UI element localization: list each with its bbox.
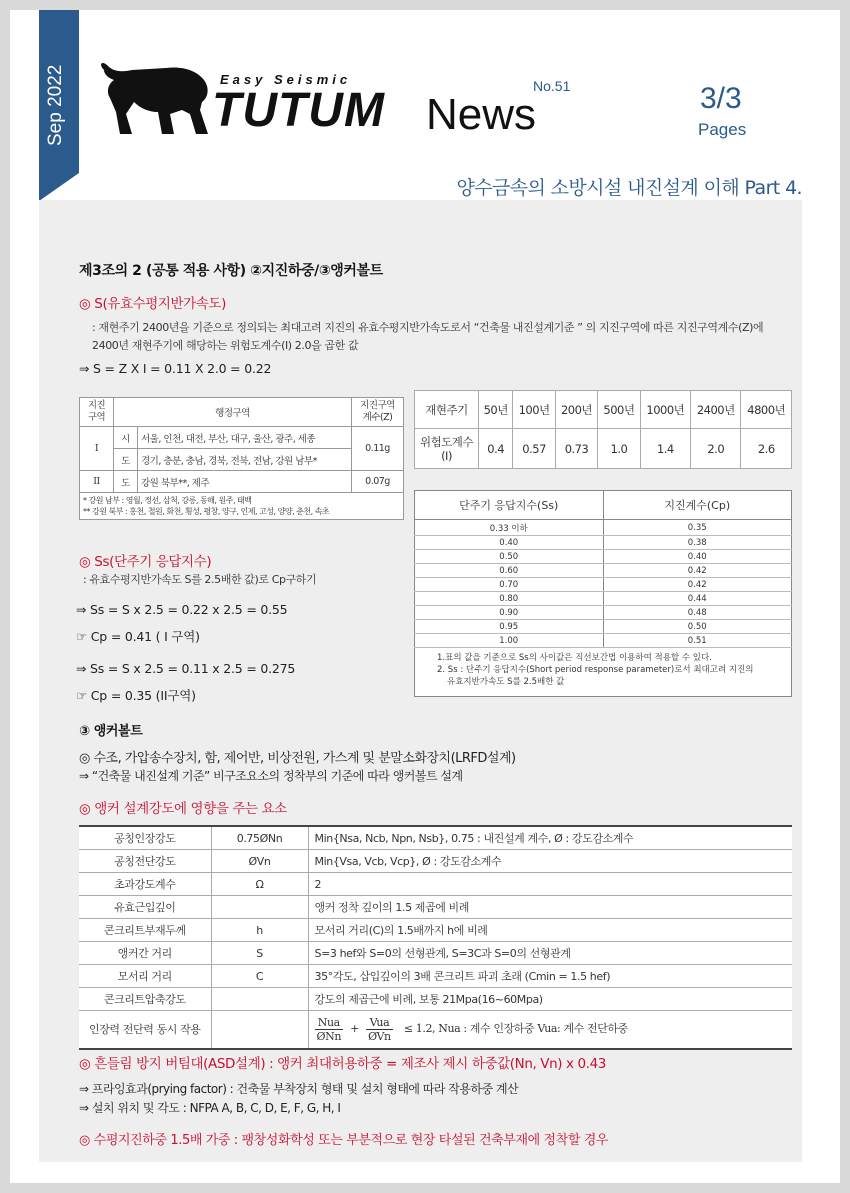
plus-sign: +: [350, 1022, 359, 1036]
anchor-factors-heading: ◎ 앵커 설계강도에 영향을 주는 요소: [79, 801, 287, 817]
factor-desc: S=3 hef와 S=0의 선형관계, S=3C과 S=0의 선형관계: [308, 942, 792, 965]
date-ribbon: [39, 10, 79, 200]
asd-heading: ◎ 흔들림 방지 버팀대(ASD설계) : 앵커 최대허용하중 = 제조사 제시 하중값(Nn, Vn) x 0.43: [79, 1056, 606, 1072]
factor-desc: 35°각도, 삽입깊이의 3배 콘크리트 파괴 초래 (Cmin = 1.5 hef): [308, 965, 792, 988]
table-row: [79, 919, 792, 942]
factor-name: 공칭전단강도: [79, 850, 211, 873]
cp-cell: 0.44: [603, 592, 792, 606]
factor-symbol: ØVn: [211, 850, 308, 873]
bull-logo-icon: [96, 58, 216, 138]
table-row: [79, 850, 792, 873]
zone-1: I: [80, 427, 114, 471]
zone-note-1: * 강원 남부 : 영월, 정선, 삼척, 강릉, 동해, 원주, 태백: [83, 496, 252, 505]
cp-cell: 0.40: [603, 550, 792, 564]
issue-date: Sep 2022: [45, 64, 66, 146]
region-header: 행정구역: [114, 398, 352, 427]
factor-name: 모서리 거리: [79, 965, 211, 988]
ss-cell: 0.95: [415, 620, 604, 634]
cp-cell: 0.38: [603, 536, 792, 550]
factor-name: 공칭인장강도: [79, 826, 211, 850]
table-row: [79, 873, 792, 896]
ss-notes: [415, 648, 792, 697]
page-label: Pages: [698, 120, 747, 139]
news-title: News: [426, 90, 537, 139]
zone-note-2: ** 강원 북부 : 홍천, 철원, 화천, 횡성, 평창, 양구, 인제, 고성, 양양, 춘천, 속초: [83, 507, 330, 516]
ss-cell: 0.33 이하: [415, 520, 604, 536]
zone-1-si: 시: [114, 427, 138, 449]
period-cell: 1000년: [640, 391, 690, 429]
factor-cell: 0.4: [479, 429, 513, 469]
ss-cell: 0.50: [415, 550, 604, 564]
cp-cell: 0.42: [603, 564, 792, 578]
zone-1-do-list: 경기, 충분, 충남, 경북, 전북, 전남, 강원 남부*: [138, 449, 352, 471]
factor-name: 앵커간 거리: [79, 942, 211, 965]
ss-cell: 1.00: [415, 634, 604, 648]
table-row: [79, 942, 792, 965]
period-cell: 50년: [479, 391, 513, 429]
zone-1-si-list: 서울, 인천, 대전, 부산, 대구, 울산, 광주, 세종: [138, 427, 352, 449]
table-row: [79, 965, 792, 988]
article-subtitle: 양수금속의 소방시설 내진설계 이해 Part 4.: [456, 177, 802, 199]
factor-name: 유효근입깊이: [79, 896, 211, 919]
combined-rest: ≤ 1.2, Nua : 계수 인장하중 Vua: 계수 전단하중: [403, 1022, 628, 1036]
ss-cell: 0.60: [415, 564, 604, 578]
frac-num: Nua: [315, 1016, 344, 1030]
issue-number: No.51: [533, 78, 571, 94]
zone-2-value: 0.07g: [352, 471, 404, 493]
zone-header: 지진 구역: [80, 398, 114, 427]
table-row: [79, 826, 792, 850]
zone-1-do: 도: [114, 449, 138, 471]
section-title: 제3조의 2 (공통 적용 사항) ②지진하중/③앵커볼트: [79, 263, 383, 279]
zone-table: [79, 397, 404, 520]
cp-cell: 0.51: [603, 634, 792, 648]
factor-name: 콘크리트압축강도: [79, 988, 211, 1011]
zone-2-do-list: 강원 북부**, 제주: [138, 471, 352, 493]
anchor-line-1: ◎ 수조, 가압송수장치, 함, 제어반, 비상전원, 가스계 및 분말소화장치(LRFD설계): [79, 751, 516, 766]
factor-name: 초과강도계수: [79, 873, 211, 896]
factor-desc: 2: [308, 873, 792, 896]
zone-notes: [80, 493, 404, 520]
zone-1-value: 0.11g: [352, 427, 404, 471]
ss-note-1: 1.표의 값을 기준으로 Ss의 사이값은 직선보간법 이용하여 적용할 수 있다.: [437, 653, 712, 663]
table-row: [79, 1011, 792, 1049]
factor-symbol: [211, 1011, 308, 1049]
combined-formula: [308, 1011, 792, 1049]
ss-cell: 0.40: [415, 536, 604, 550]
factor-symbol: C: [211, 965, 308, 988]
cp-header: 지진계수(Cp): [603, 491, 792, 520]
cp-result-2: ☞ Cp = 0.35 (II구역): [76, 688, 196, 703]
prying-line: ⇒ 프라잉효과(prying factor) : 건축물 부착장치 형태 및 설치 형태에 따라 작용하중 계산: [79, 1082, 519, 1096]
ss-note-2: 2. Ss : 단주기 응답지수(Short period response parameter)로서 최대고려 지진의: [437, 665, 754, 675]
zone-2-do: 도: [114, 471, 138, 493]
page-number: 3/3: [700, 82, 742, 115]
frac-den: ØNn: [316, 1029, 342, 1043]
table-row: [79, 988, 792, 1011]
factor-symbol: Ω: [211, 873, 308, 896]
table-row: [79, 896, 792, 919]
factor-desc: Min{Vsa, Vcb, Vcp}, Ø : 강도감소계수: [308, 850, 792, 873]
factor-symbol: h: [211, 919, 308, 942]
period-cell: 100년: [513, 391, 555, 429]
coef-header: 지진구역 계수(Z): [352, 398, 404, 427]
cp-cell: 0.48: [603, 606, 792, 620]
ss-cell: 0.90: [415, 606, 604, 620]
cp-result-1: ☞ Cp = 0.41 ( I 구역): [76, 629, 200, 644]
ss-cell: 0.80: [415, 592, 604, 606]
factor-cell: 0.57: [513, 429, 555, 469]
brand-tagline: Easy Seismic: [220, 72, 352, 87]
frac-num: Vua: [366, 1016, 393, 1030]
period-cell: 2400년: [691, 391, 741, 429]
factor-cell: 0.73: [555, 429, 597, 469]
cp-cell: 0.50: [603, 620, 792, 634]
ss-header: 단주기 응답지수(Ss): [415, 491, 604, 520]
factor-symbol: 0.75ØNn: [211, 826, 308, 850]
ss-formula-2: ⇒ Ss = S x 2.5 = 0.11 x 2.5 = 0.275: [76, 661, 296, 676]
factor-desc: Min{Nsa, Ncb, Npn, Nsb}, 0.75 : 내진설계 계수, Ø : 강도감소계수: [308, 826, 792, 850]
factor-name: 인장력 전단력 동시 작용: [79, 1011, 211, 1049]
return-period-label: 재현주기: [415, 391, 479, 429]
ss-formula-1: ⇒ Ss = S x 2.5 = 0.22 x 2.5 = 0.55: [76, 602, 288, 617]
s-desc-1: : 재현주기 2400년을 기준으로 정의되는 최대고려 지진의 유효수평지반가속도로서 “건축물 내진설계기준 ” 의 지진구역에 따른 지진구역계수(Z)에: [92, 321, 764, 334]
zone-2: II: [80, 471, 114, 493]
factor-symbol: [211, 896, 308, 919]
ss-desc: : 유효수평지반가속도 S를 2.5배한 값)로 Cp구하기: [83, 573, 317, 586]
factor-cell: 2.0: [691, 429, 741, 469]
s-heading: ◎ S(유효수평지반가속도): [79, 296, 226, 312]
factor-desc: 앵커 정착 깊이의 1.5 제곱에 비례: [308, 896, 792, 919]
s-formula: ⇒ S = Z X I = 0.11 X 2.0 = 0.22: [79, 361, 272, 376]
factor-cell: 1.4: [640, 429, 690, 469]
factor-desc: 모서리 거리(C)의 1.5배까지 h에 비례: [308, 919, 792, 942]
fraction-n: [315, 1016, 344, 1043]
risk-factor-label: 위험도계수 (I): [415, 429, 479, 469]
factor-cell: 1.0: [598, 429, 640, 469]
period-cell: 500년: [598, 391, 640, 429]
s-desc-2: 2400년 재현주기에 해당하는 위험도계수(I) 2.0을 곱한 값: [92, 339, 359, 352]
period-cell: 200년: [555, 391, 597, 429]
factor-symbol: [211, 988, 308, 1011]
anchor-line-2: ⇒ “건축물 내진설계 기준” 비구조요소의 정착부의 기준에 따라 앵커볼트 설계: [79, 769, 463, 783]
factor-symbol: S: [211, 942, 308, 965]
factor-cell: 2.6: [741, 429, 792, 469]
ss-cell: 0.70: [415, 578, 604, 592]
ss-cp-table: [414, 490, 792, 697]
period-cell: 4800년: [741, 391, 792, 429]
ss-heading: ◎ Ss(단주기 응답지수): [79, 554, 212, 570]
fraction-v: [366, 1016, 393, 1043]
factor-name: 콘크리트부재두께: [79, 919, 211, 942]
brand-name: TUTUM: [212, 84, 385, 137]
anchor-factor-table: [79, 825, 792, 1050]
nfpa-line: ⇒ 설치 위치 및 각도 : NFPA A, B, C, D, E, F, G, H, I: [79, 1101, 341, 1115]
ss-note-3: 유효지반가속도 S를 2.5배한 값: [447, 677, 565, 687]
factor-desc: 강도의 제곱근에 비례, 보통 21Mpa(16~60Mpa): [308, 988, 792, 1011]
cp-cell: 0.42: [603, 578, 792, 592]
anchor-heading: ③ 앵커볼트: [79, 724, 143, 739]
cp-cell: 0.35: [603, 520, 792, 536]
horizontal-load-heading: ◎ 수평지진하중 1.5배 가중 : 팽창성화학성 또는 부분적으로 현장 타설된 건축부재에 정착할 경우: [79, 1133, 609, 1148]
frac-den: ØVn: [368, 1029, 391, 1043]
return-period-table: [414, 390, 792, 469]
